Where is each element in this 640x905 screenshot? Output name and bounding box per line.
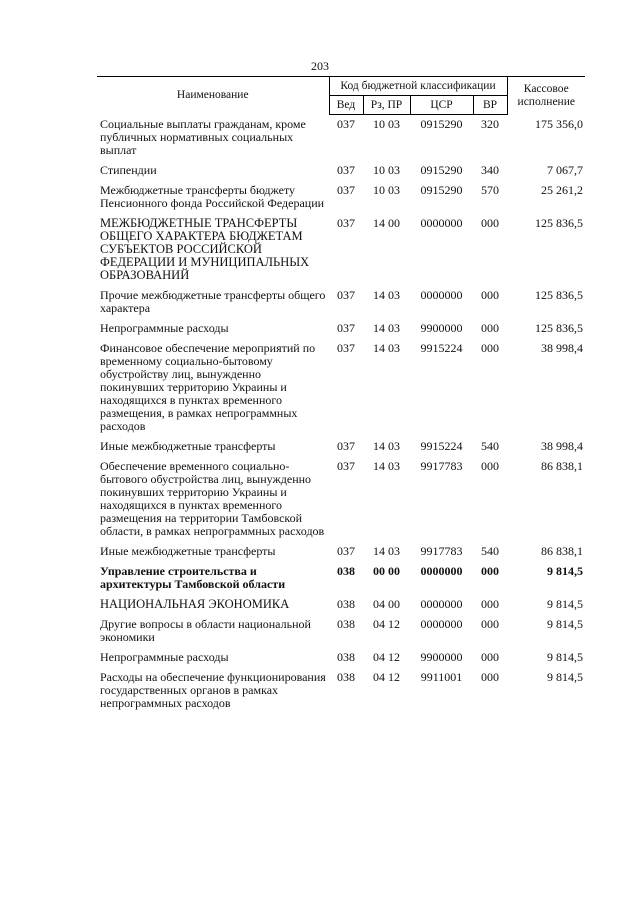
row-ved: 038 bbox=[337, 669, 355, 684]
row-csr: 9911001 bbox=[420, 669, 463, 684]
row-vr: 540 bbox=[481, 543, 499, 558]
row-rz-pr: 14 03 bbox=[373, 340, 400, 355]
row-rz-pr: 10 03 bbox=[373, 117, 400, 131]
row-amount: 38 998,4 bbox=[541, 438, 584, 453]
row-ved: 037 bbox=[337, 543, 355, 558]
header-vr: ВР bbox=[473, 96, 507, 115]
row-vr: 000 bbox=[481, 616, 499, 631]
row-vr: 000 bbox=[481, 320, 499, 335]
row-ved: 038 bbox=[337, 596, 355, 611]
row-amount: 86 838,1 bbox=[541, 543, 584, 558]
table-row bbox=[97, 161, 585, 181]
row-name: Непрограммные расходы bbox=[100, 649, 229, 664]
row-amount: 9 814,5 bbox=[547, 563, 584, 578]
row-ved: 037 bbox=[337, 182, 355, 197]
row-name: Финансовое обеспечение мероприятий по временному социально-бытовому обустройству лиц, вынужденно покинувших территорию Украины и находящихся в пунктах временного размещения, в рамках непрограммных расходов bbox=[100, 340, 316, 433]
row-rz-pr: 04 00 bbox=[373, 596, 400, 611]
row-vr: 000 bbox=[481, 563, 499, 578]
page-number: 203 bbox=[311, 59, 329, 73]
row-ved: 037 bbox=[337, 438, 355, 453]
row-rz-pr: 04 12 bbox=[373, 669, 400, 684]
row-vr: 570 bbox=[481, 182, 499, 197]
row-amount: 125 836,5 bbox=[535, 215, 584, 230]
row-rz-pr: 10 03 bbox=[373, 162, 400, 177]
row-vr: 000 bbox=[481, 649, 499, 664]
row-amount: 125 836,5 bbox=[535, 320, 584, 335]
row-name: Непрограммные расходы bbox=[100, 320, 229, 335]
row-amount: 9 814,5 bbox=[547, 616, 584, 631]
table-row bbox=[97, 115, 585, 161]
row-rz-pr: 04 12 bbox=[373, 616, 400, 631]
table-row bbox=[97, 562, 585, 595]
table-row bbox=[97, 319, 585, 339]
table-row bbox=[97, 339, 585, 437]
row-name: Иные межбюджетные трансферты bbox=[100, 438, 276, 453]
row-name: Социальные выплаты гражданам, кроме публичных нормативных социальных выплат bbox=[100, 116, 306, 157]
row-vr: 540 bbox=[481, 438, 499, 453]
row-rz-pr: 14 03 bbox=[373, 458, 400, 473]
row-amount: 7 067,7 bbox=[547, 162, 584, 177]
row-rz-pr: 14 00 bbox=[373, 215, 400, 230]
row-vr: 000 bbox=[481, 340, 499, 355]
table-body bbox=[97, 115, 585, 714]
row-name: Другие вопросы в области национальной экономики bbox=[100, 616, 311, 644]
row-vr: 340 bbox=[481, 162, 499, 177]
row-amount: 9 814,5 bbox=[547, 669, 584, 684]
row-amount: 125 836,5 bbox=[535, 287, 584, 302]
row-rz-pr: 14 03 bbox=[373, 543, 400, 558]
row-vr: 000 bbox=[481, 458, 499, 473]
row-amount: 86 838,1 bbox=[541, 458, 584, 473]
table-header bbox=[97, 77, 585, 115]
row-name: МЕЖБЮДЖЕТНЫЕ ТРАНСФЕРТЫ ОБЩЕГО ХАРАКТЕРА БЮДЖЕТАМ СУБЪЕКТОВ РОССИЙСКОЙ ФЕДЕРАЦИИ И МУНИЦИПАЛЬНЫХ ОБРАЗОВАНИЙ bbox=[100, 215, 310, 282]
row-vr: 320 bbox=[481, 117, 499, 131]
row-name: Управление строительства и архитектуры Тамбовской области bbox=[100, 563, 286, 591]
row-vr: 000 bbox=[481, 669, 499, 684]
row-name: Обеспечение временного социально-бытового обустройства лиц, вынужденно покинувших территорию Украины и находящихся в пунктах временного размещения на территории Тамбовской области, в рамках непрограммных расходов bbox=[100, 458, 325, 538]
header-rz-pr: Рз, ПР bbox=[363, 96, 410, 115]
table-row bbox=[97, 542, 585, 562]
row-vr: 000 bbox=[481, 287, 499, 302]
row-ved: 037 bbox=[337, 162, 355, 177]
table-row bbox=[97, 214, 585, 286]
row-ved: 037 bbox=[337, 117, 355, 131]
row-csr: 9900000 bbox=[420, 320, 463, 335]
row-csr: 0915290 bbox=[420, 182, 463, 197]
row-name: НАЦИОНАЛЬНАЯ ЭКОНОМИКА bbox=[100, 596, 290, 611]
row-csr: 0915290 bbox=[420, 117, 463, 131]
row-ved: 037 bbox=[337, 287, 355, 302]
row-name: Прочие межбюджетные трансферты общего характера bbox=[100, 287, 326, 315]
row-amount: 175 356,0 bbox=[535, 116, 584, 131]
table-row bbox=[97, 615, 585, 648]
row-rz-pr: 04 12 bbox=[373, 649, 400, 664]
row-csr: 9917783 bbox=[420, 458, 463, 473]
row-csr: 0000000 bbox=[420, 215, 463, 230]
row-csr: 9915224 bbox=[420, 438, 463, 453]
budget-table bbox=[97, 76, 585, 714]
row-csr: 0000000 bbox=[420, 563, 463, 578]
row-rz-pr: 10 03 bbox=[373, 182, 400, 197]
header-name: Наименование bbox=[97, 77, 329, 115]
table-row bbox=[97, 286, 585, 319]
row-rz-pr: 14 03 bbox=[373, 287, 400, 302]
row-ved: 037 bbox=[337, 458, 355, 473]
row-csr: 0000000 bbox=[420, 287, 463, 302]
row-rz-pr: 14 03 bbox=[373, 320, 400, 335]
table-row bbox=[97, 648, 585, 668]
row-ved: 037 bbox=[337, 215, 355, 230]
row-name: Иные межбюджетные трансферты bbox=[100, 543, 276, 558]
row-name: Расходы на обеспечение функционирования государственных органов в рамках непрограммных расходов bbox=[100, 669, 326, 710]
row-amount: 38 998,4 bbox=[541, 340, 584, 355]
row-csr: 0915290 bbox=[420, 162, 463, 177]
table-row bbox=[97, 668, 585, 714]
row-vr: 000 bbox=[481, 596, 499, 611]
row-csr: 0000000 bbox=[420, 596, 463, 611]
row-amount: 9 814,5 bbox=[547, 649, 584, 664]
row-vr: 000 bbox=[481, 215, 499, 230]
row-amount: 9 814,5 bbox=[547, 596, 584, 611]
row-ved: 038 bbox=[337, 563, 355, 578]
row-rz-pr: 14 03 bbox=[373, 438, 400, 453]
table-row bbox=[97, 595, 585, 615]
table-row bbox=[97, 457, 585, 542]
row-ved: 038 bbox=[337, 616, 355, 631]
row-csr: 9900000 bbox=[420, 649, 463, 664]
row-csr: 9917783 bbox=[420, 543, 463, 558]
row-csr: 0000000 bbox=[420, 616, 463, 631]
row-rz-pr: 00 00 bbox=[373, 563, 400, 578]
row-name: Межбюджетные трансферты бюджету Пенсионного фонда Российской Федерации bbox=[100, 182, 325, 210]
row-ved: 038 bbox=[337, 649, 355, 664]
row-ved: 037 bbox=[337, 320, 355, 335]
header-code-group: Код бюджетной классификации bbox=[329, 77, 507, 96]
row-amount: 25 261,2 bbox=[541, 182, 584, 197]
table-row bbox=[97, 437, 585, 457]
row-ved: 037 bbox=[337, 340, 355, 355]
row-csr: 9915224 bbox=[420, 340, 463, 355]
header-execution: Кассовое исполнение bbox=[507, 77, 585, 115]
row-name: Стипендии bbox=[100, 162, 157, 177]
header-ved: Вед bbox=[329, 96, 363, 115]
header-csr: ЦСР bbox=[410, 96, 473, 115]
table-row bbox=[97, 181, 585, 214]
